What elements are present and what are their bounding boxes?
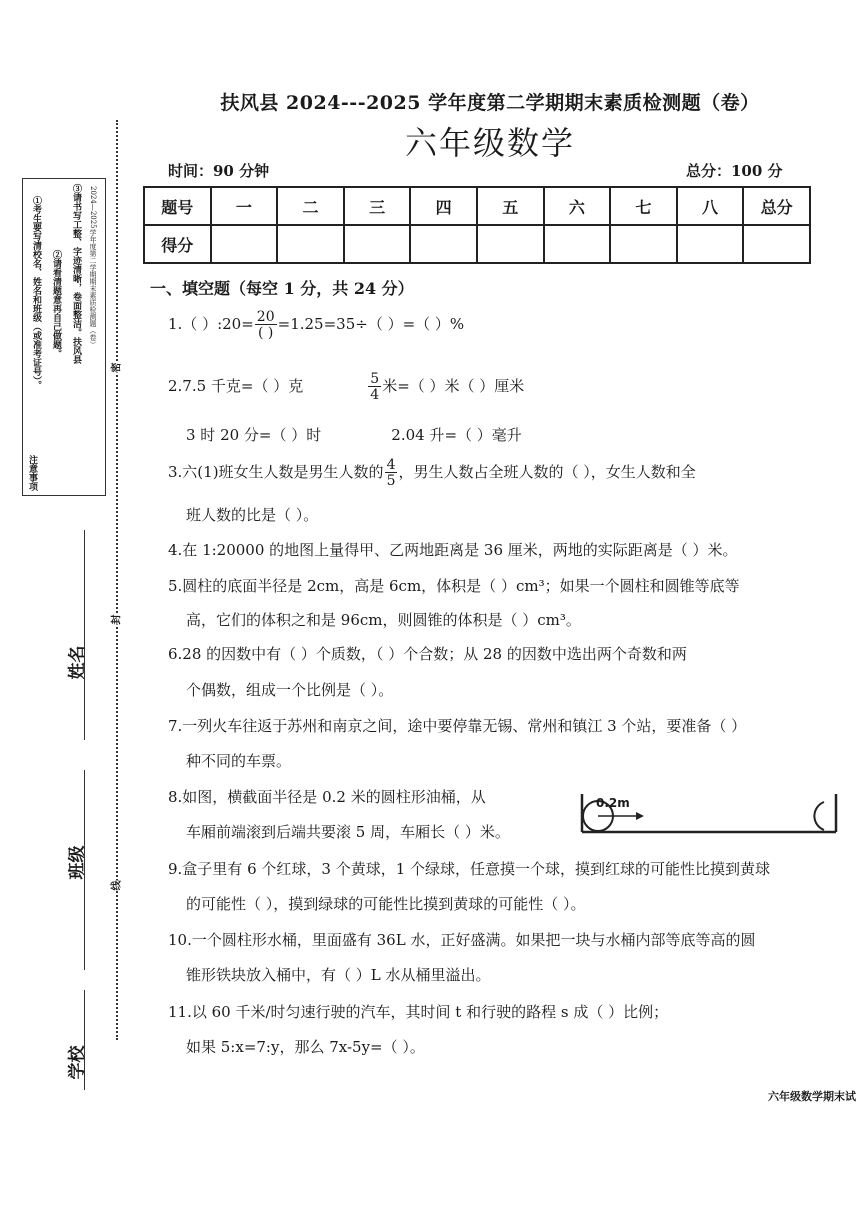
- score-cell[interactable]: [677, 225, 744, 263]
- name-underline: [84, 530, 85, 740]
- score-cell[interactable]: [410, 225, 477, 263]
- header-cell: 一: [211, 187, 278, 225]
- q2-fraction: [368, 372, 381, 402]
- question-5-line-1: 5.圆柱的底面半径是 2cm，高是 6cm，体积是（ ）cm³；如果一个圆柱和圆锥等底等: [168, 577, 740, 595]
- seal-char-xian: 线: [108, 881, 123, 891]
- page-footer: 六年级数学期末试: [768, 1090, 856, 1103]
- fraction-numerator: 20: [256, 309, 275, 325]
- exam-subtitle: 六年级数学: [404, 124, 575, 162]
- question-3-line-2: 班人数的比是（ ）。: [186, 506, 319, 524]
- header-cell: 题号: [144, 187, 211, 225]
- score-table-header-row: [144, 187, 810, 225]
- q3-part-b: ，男生人数占全班人数的（ ），女生人数和全: [398, 463, 696, 481]
- fraction-numerator: 4: [386, 457, 396, 473]
- score-cell[interactable]: [477, 225, 544, 263]
- score-cell[interactable]: [743, 225, 810, 263]
- question-6-line-1: 6.28 的因数中有（ ）个质数，（ ）个合数；从 28 的因数中选出两个奇数和两: [168, 645, 687, 663]
- question-9-line-2: 的可能性（ ），摸到绿球的可能性比摸到黄球的可能性（ ）。: [186, 895, 586, 913]
- fraction-numerator: 5: [370, 371, 380, 387]
- header-cell: 七: [610, 187, 677, 225]
- score-cell[interactable]: [544, 225, 611, 263]
- seal-char-mi: 密: [108, 363, 123, 373]
- seal-dotted-line: [116, 120, 118, 1040]
- q8-figure: [578, 790, 840, 836]
- question-8-line-1: 8.如图，横截面半径是 0.2 米的圆柱形油桶，从: [168, 788, 486, 806]
- question-1: [168, 310, 464, 340]
- question-2-line-2: [186, 424, 522, 445]
- question-7-line-2: 种不同的车票。: [186, 752, 292, 770]
- score-cell[interactable]: [610, 225, 677, 263]
- question-7-line-1: 7.一列火车往返于苏州和南京之间，途中要停靠无锡、常州和镇江 3 个站，要准备（ ）: [168, 717, 747, 735]
- score-row-label: 得分: [144, 225, 211, 263]
- fraction-denominator: 4: [370, 387, 380, 403]
- question-6-line-2: 个偶数，组成一个比例是（ ）。: [186, 681, 394, 699]
- section-heading: 一、填空题（每空 1 分，共 24 分）: [150, 279, 414, 298]
- q1-part-a: 1.（ ）:20=: [168, 315, 254, 333]
- notice-line-3: ③请书写工整、字迹清晰，卷面整洁。扶风县: [71, 184, 81, 364]
- question-10-line-2: 锥形铁块放入桶中，有（ ）L 水从桶里溢出。: [186, 966, 491, 984]
- school-label: 学校: [67, 1045, 88, 1080]
- question-8-line-2: 车厢前端滚到后端共要滚 5 周，车厢长（ ）米。: [186, 823, 510, 841]
- question-2-line-1: [168, 372, 524, 402]
- exam-title: 扶风县 2024---2025 学年度第二学期期末素质检测题（卷）: [220, 92, 760, 114]
- question-9-line-1: 9.盒子里有 6 个红球，3 个黄球，1 个绿球，任意摸一个球，摸到红球的可能性比摸到黄球: [168, 860, 771, 878]
- question-11-line-2: 如果 5:x=7:y，那么 7x-5y=（ ）。: [186, 1038, 425, 1056]
- q8-figure-label: 0.2m: [596, 796, 630, 810]
- q1-part-b: =1.25=35÷（ ）=（ ）%: [277, 315, 465, 333]
- q3-fraction: [385, 458, 398, 488]
- question-10-line-1: 10.一个圆柱形水桶，里面盛有 36L 水，正好盛满。如果把一块与水桶内部等底等高的圆: [168, 931, 756, 949]
- header-cell: 三: [344, 187, 411, 225]
- q2b-part-a: 3 时 20 分=（ ）时: [186, 426, 322, 444]
- header-cell: 六: [544, 187, 611, 225]
- notice-line-4: 2024—2025学年度第二学期期末素质检测题（卷）: [89, 186, 97, 348]
- exam-time: 时间：90 分钟: [168, 162, 270, 180]
- score-cell[interactable]: [211, 225, 278, 263]
- score-table-score-row: [144, 225, 810, 263]
- name-label: 姓名: [67, 645, 88, 680]
- q2-part-a: 2.7.5 千克=（ ）克: [168, 377, 304, 395]
- class-label: 班级: [67, 845, 88, 880]
- header-cell: 二: [277, 187, 344, 225]
- q2-part-b: 米=（ ）米（ ）厘米: [382, 377, 525, 395]
- header-cell: 四: [410, 187, 477, 225]
- q3-part-a: 3.六(1)班女生人数是男生人数的: [168, 463, 384, 481]
- question-3-line-1: [168, 458, 696, 488]
- question-5-line-2: 高，它们的体积之和是 96cm，则圆锥的体积是（ ）cm³。: [186, 611, 581, 629]
- q1-fraction: [255, 310, 277, 340]
- header-cell: 五: [477, 187, 544, 225]
- seal-char-feng: 封: [108, 615, 123, 625]
- score-cell[interactable]: [344, 225, 411, 263]
- header-cell: 总分: [743, 187, 810, 225]
- question-11-line-1: 11.以 60 千米/时匀速行驶的汽车，其时间 t 和行驶的路程 s 成（ ）比例；: [168, 1003, 669, 1021]
- fraction-denominator: ( ): [258, 325, 274, 341]
- notice-title: 注意事项: [27, 455, 37, 491]
- score-table: [143, 186, 811, 264]
- notice-line-2: ②请看清题意再自己做题。: [51, 250, 61, 358]
- exam-total-score: 总分：100 分: [686, 162, 783, 180]
- notice-line-1: ①考生要写清校名、姓名和班级（或准考证号）。: [31, 196, 41, 390]
- score-cell[interactable]: [277, 225, 344, 263]
- fraction-denominator: 5: [386, 473, 396, 489]
- question-4: 4.在 1:20000 的地图上量得甲、乙两地距离是 36 厘米，两地的实际距离是（ ）米。: [168, 541, 738, 559]
- header-cell: 八: [677, 187, 744, 225]
- q2b-part-b: 2.04 升=（ ）毫升: [391, 426, 522, 444]
